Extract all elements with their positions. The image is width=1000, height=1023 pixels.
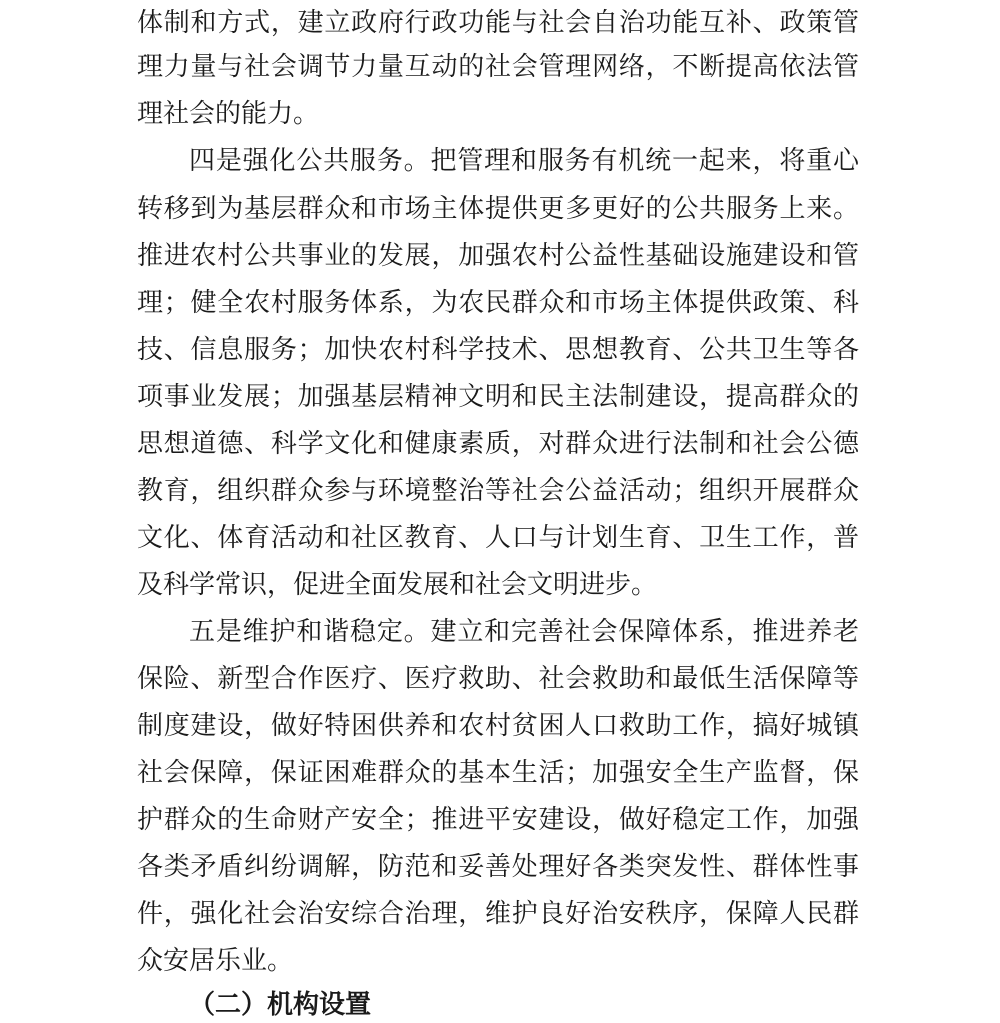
text-line: 推进农村公共事业的发展，加强农村公益性基础设施建设和管 bbox=[137, 241, 859, 271]
section-heading: （二）机构设置 bbox=[189, 990, 372, 1020]
text-line: 制度建设，做好特困供养和农村贫困人口救助工作，搞好城镇 bbox=[137, 711, 859, 741]
text-line: 文化、体育活动和社区教育、人口与计划生育、卫生工作，普 bbox=[137, 523, 859, 553]
text-line: 转移到为基层群众和市场主体提供更多更好的公共服务上来。 bbox=[137, 194, 859, 224]
text-line: 思想道德、科学文化和健康素质，对群众进行法制和社会公德 bbox=[137, 429, 859, 459]
text-line: 技、信息服务；加快农村科学技术、思想教育、公共卫生等各 bbox=[137, 335, 859, 365]
text-line: 各类矛盾纠纷调解，防范和妥善处理好各类突发性、群体性事 bbox=[137, 852, 859, 882]
text-line: 五是维护和谐稳定。建立和完善社会保障体系，推进养老 bbox=[189, 617, 859, 647]
text-line: 护群众的生命财产安全；推进平安建设，做好稳定工作，加强 bbox=[137, 805, 859, 835]
text-line: 及科学常识，促进全面发展和社会文明进步。 bbox=[137, 570, 658, 600]
text-line: 社会保障，保证困难群众的基本生活；加强安全生产监督，保 bbox=[137, 758, 859, 788]
text-line: 保险、新型合作医疗、医疗救助、社会救助和最低生活保障等 bbox=[137, 664, 859, 694]
text-line: 教育，组织群众参与环境整治等社会公益活动；组织开展群众 bbox=[137, 476, 859, 506]
text-line: 体制和方式，建立政府行政功能与社会自治功能互补、政策管 bbox=[137, 8, 859, 38]
text-line: 理；健全农村服务体系，为农民群众和市场主体提供政策、科 bbox=[137, 288, 859, 318]
text-line: 四是强化公共服务。把管理和服务有机统一起来，将重心 bbox=[189, 146, 859, 176]
text-line: 件，强化社会治安综合治理，维护良好治安秩序，保障人民群 bbox=[137, 899, 859, 929]
text-line: 项事业发展；加强基层精神文明和民主法制建设，提高群众的 bbox=[137, 382, 859, 412]
text-line: 理社会的能力。 bbox=[137, 99, 320, 129]
text-line: 理力量与社会调节力量互动的社会管理网络，不断提高依法管 bbox=[137, 52, 859, 82]
text-line: 众安居乐业。 bbox=[137, 946, 294, 976]
